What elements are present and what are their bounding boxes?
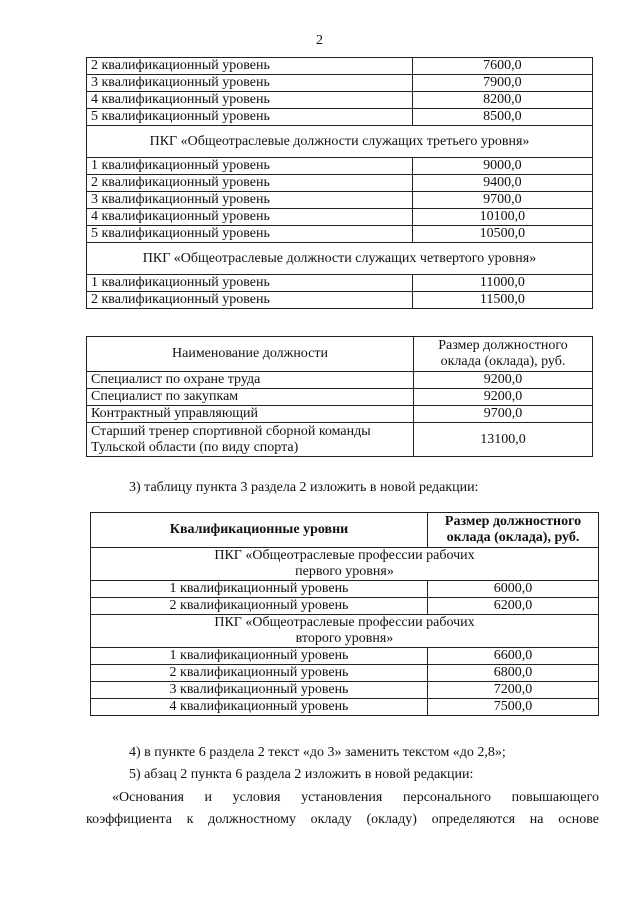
level-cell: 5 квалификационный уровень	[87, 109, 413, 126]
position-cell: Специалист по охране труда	[87, 372, 414, 389]
level-cell: 3 квалификационный уровень	[87, 192, 413, 209]
salary-cell: 6000,0	[428, 581, 599, 598]
salary-cell: 13100,0	[414, 423, 593, 457]
table-row	[91, 648, 599, 665]
position-cell: Контрактный управляющий	[87, 406, 414, 423]
group-heading: ПКГ «Общеотраслевые профессии рабочих второго уровня»	[91, 615, 599, 648]
position-cell: Специалист по закупкам	[87, 389, 414, 406]
table-row	[91, 581, 599, 598]
salary-cell: 7600,0	[412, 58, 592, 75]
paragraph-5: 5) абзац 2 пункта 6 раздела 2 изложить в новой редакции:	[129, 767, 474, 782]
group-row	[87, 126, 593, 158]
page-number: 2	[316, 33, 323, 48]
salary-cell: 11500,0	[412, 292, 592, 309]
level-cell: 1 квалификационный уровень	[91, 581, 428, 598]
table-row	[87, 292, 593, 309]
salary-table-workers	[90, 512, 599, 716]
level-cell: 1 квалификационный уровень	[87, 275, 413, 292]
paragraph-3: 3) таблицу пункта 3 раздела 2 изложить в новой редакции:	[129, 480, 479, 495]
salary-header: Размер должностного оклада (оклада), руб.	[414, 337, 593, 372]
header-row	[91, 513, 599, 548]
level-cell: 4 квалификационный уровень	[87, 92, 413, 109]
level-cell: 4 квалификационный уровень	[91, 699, 428, 716]
salary-cell: 6800,0	[428, 665, 599, 682]
salary-cell: 9700,0	[414, 406, 593, 423]
table-row	[91, 682, 599, 699]
salary-cell: 11000,0	[412, 275, 592, 292]
paragraph-6-line-1: «Основания и условия установления персонального повышающего	[112, 790, 599, 805]
salary-cell: 7500,0	[428, 699, 599, 716]
table-row	[87, 75, 593, 92]
level-cell: 1 квалификационный уровень	[87, 158, 413, 175]
salary-cell: 7900,0	[412, 75, 592, 92]
table-row	[87, 275, 593, 292]
table-row	[91, 665, 599, 682]
group-row	[87, 243, 593, 275]
table-row	[87, 92, 593, 109]
table-row	[87, 209, 593, 226]
salary-header: Размер должностного оклада (оклада), руб.	[428, 513, 599, 548]
table-row	[91, 699, 599, 716]
group-row	[91, 548, 599, 581]
table-row	[87, 175, 593, 192]
salary-cell: 9200,0	[414, 372, 593, 389]
group-heading: ПКГ «Общеотраслевые профессии рабочих первого уровня»	[91, 548, 599, 581]
table-row	[87, 389, 593, 406]
table-row	[87, 423, 593, 457]
table-row	[87, 226, 593, 243]
table-row	[87, 109, 593, 126]
table-row	[87, 158, 593, 175]
paragraph-6-line-2: коэффициента к должностному окладу (окладу) определяются на основе	[86, 812, 599, 827]
header-row	[87, 337, 593, 372]
group-heading: ПКГ «Общеотраслевые должности служащих четвертого уровня»	[87, 243, 593, 275]
salary-cell: 6600,0	[428, 648, 599, 665]
level-cell: 5 квалификационный уровень	[87, 226, 413, 243]
salary-cell: 9000,0	[412, 158, 592, 175]
level-cell: 2 квалификационный уровень	[87, 292, 413, 309]
group-row	[91, 615, 599, 648]
levels-header: Квалификационные уровни	[91, 513, 428, 548]
salary-cell: 9400,0	[412, 175, 592, 192]
level-cell: 2 квалификационный уровень	[87, 175, 413, 192]
level-cell: 2 квалификационный уровень	[91, 665, 428, 682]
salary-cell: 7200,0	[428, 682, 599, 699]
salary-table-positions	[86, 336, 593, 457]
salary-cell: 10500,0	[412, 226, 592, 243]
level-cell: 2 квалификационный уровень	[87, 58, 413, 75]
level-cell: 2 квалификационный уровень	[91, 598, 428, 615]
salary-cell: 9200,0	[414, 389, 593, 406]
level-cell: 1 квалификационный уровень	[91, 648, 428, 665]
table-row	[87, 372, 593, 389]
level-cell: 3 квалификационный уровень	[91, 682, 428, 699]
salary-table-employees	[86, 57, 593, 309]
table-row	[87, 58, 593, 75]
position-cell: Старший тренер спортивной сборной команды Тульской области (по виду спорта)	[87, 423, 414, 457]
salary-cell: 8200,0	[412, 92, 592, 109]
table-row	[87, 406, 593, 423]
table-row	[87, 192, 593, 209]
salary-cell: 10100,0	[412, 209, 592, 226]
salary-cell: 9700,0	[412, 192, 592, 209]
salary-cell: 8500,0	[412, 109, 592, 126]
table-row	[91, 598, 599, 615]
level-cell: 3 квалификационный уровень	[87, 75, 413, 92]
paragraph-4: 4) в пункте 6 раздела 2 текст «до 3» заменить текстом «до 2,8»;	[129, 745, 506, 760]
position-header: Наименование должности	[87, 337, 414, 372]
salary-cell: 6200,0	[428, 598, 599, 615]
group-heading: ПКГ «Общеотраслевые должности служащих третьего уровня»	[87, 126, 593, 158]
level-cell: 4 квалификационный уровень	[87, 209, 413, 226]
